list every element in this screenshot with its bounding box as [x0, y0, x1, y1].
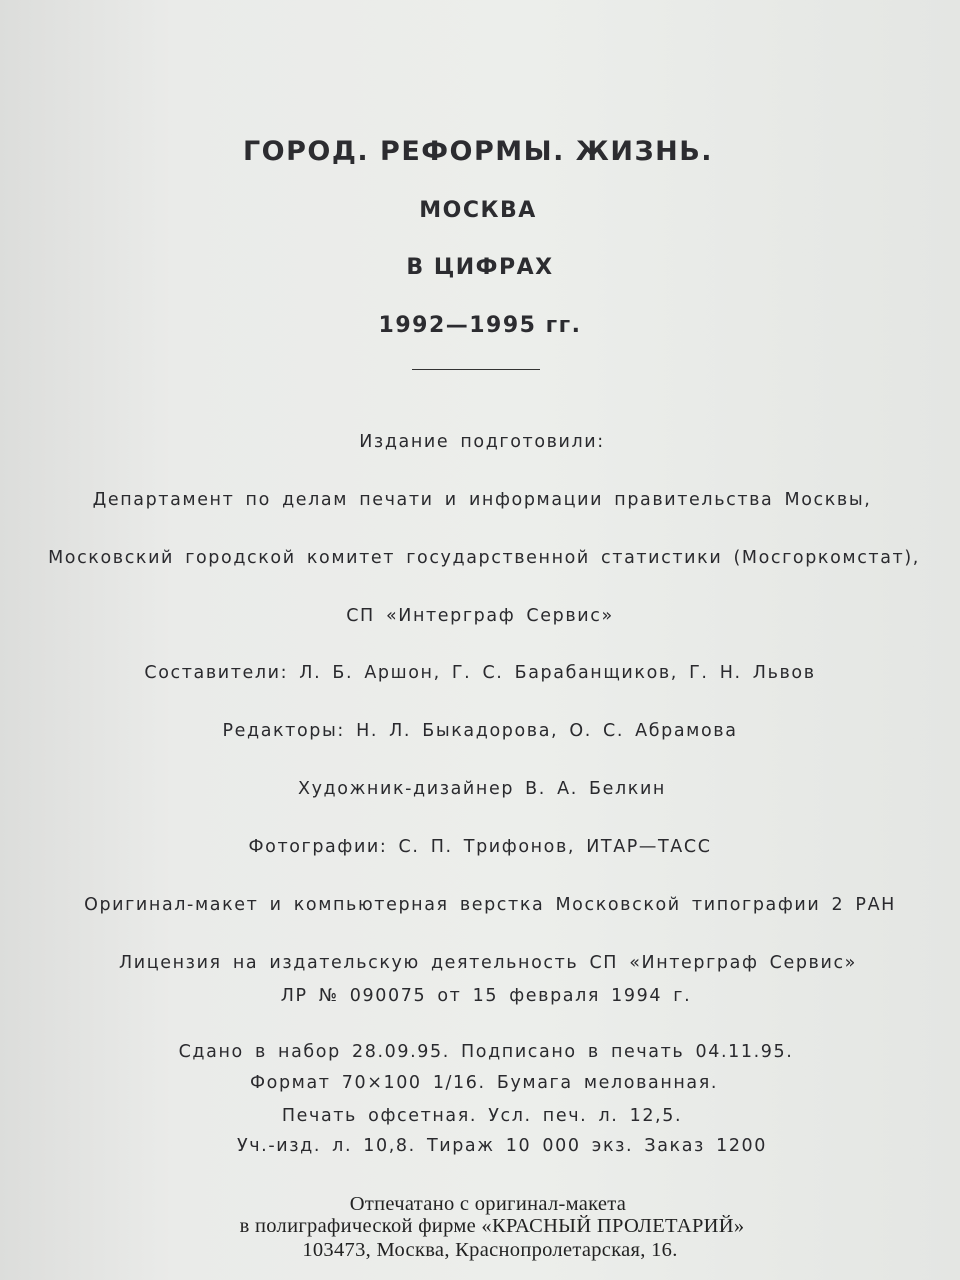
book-years: 1992—1995 гг.: [378, 313, 582, 338]
print-run: Уч.-изд. л. 10,8. Тираж 10 000 экз. Заказ 1200: [236, 1136, 768, 1156]
print-dates: Сдано в набор 28.09.95. Подписано в печать 04.11.95.: [178, 1042, 794, 1062]
organization-press-department: Департамент по делам печати и информации правительства Москвы,: [92, 490, 872, 510]
photos-credit: Фотографии: С. П. Трифонов, ИТАР—ТАСС: [248, 837, 712, 857]
designer-credit: Художник-дизайнер В. А. Белкин: [298, 779, 666, 799]
book-title: ГОРОД. РЕФОРМЫ. ЖИЗНЬ.: [242, 136, 714, 167]
printer-stamp-line2: в полиграфической фирме «КРАСНЫЙ ПРОЛЕТАРИЙ»: [239, 1215, 745, 1237]
compilers-credit: Составители: Л. Б. Аршон, Г. С. Барабанщиков, Г. Н. Львов: [144, 663, 816, 683]
printer-address: 103473, Москва, Краснопролетарская, 16.: [302, 1239, 678, 1261]
layout-credit: Оригинал-макет и компьютерная верстка Московской типографии 2 РАН: [84, 895, 896, 915]
printer-stamp-line1: Отпечатано с оригинал-макета: [349, 1193, 627, 1215]
book-subtitle-city: МОСКВА: [419, 198, 537, 223]
print-method: Печать офсетная. Усл. печ. л. 12,5.: [281, 1106, 683, 1126]
license-number: ЛР № 090075 от 15 февраля 1994 г.: [280, 986, 692, 1006]
license-line: Лицензия на издательскую деятельность СП «Интерграф Сервис»: [119, 953, 857, 973]
prepared-by-heading: Издание подготовили:: [359, 432, 605, 452]
book-subtitle-figures: В ЦИФРАХ: [406, 255, 554, 280]
organization-statistics-committee: Московский городской комитет государственной статистики (Мосгоркомстат),: [48, 548, 920, 568]
print-format: Формат 70×100 1/16. Бумага мелованная.: [249, 1073, 719, 1093]
organization-intergraf: СП «Интерграф Сервис»: [346, 606, 614, 626]
editors-credit: Редакторы: Н. Л. Быкадорова, О. С. Абрамова: [222, 721, 738, 741]
title-divider: [412, 369, 540, 370]
